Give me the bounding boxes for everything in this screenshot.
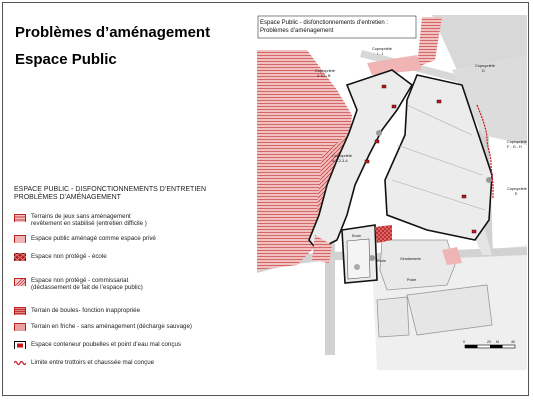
label-poste: Poste [407, 278, 417, 282]
label-copro-a10b: Copropriété [315, 69, 335, 73]
legend-heading [14, 186, 206, 202]
zone-school-unprotected [375, 225, 392, 243]
label-copro-e: Copropriété [507, 187, 527, 191]
label-copro-fgh-2: F - G - H [507, 145, 522, 149]
label-copro-d: Copropriété [475, 64, 495, 68]
legend-heading-line1: ESPACE PUBLIC - DISFONCTIONNEMENTS D’ENTRETIEN [14, 186, 207, 193]
dense-hatch-swatch-icon [14, 307, 26, 315]
site-map [257, 15, 527, 385]
legend-item-label: Espace non protégé - école [31, 253, 107, 260]
pink-swatch-icon [14, 235, 26, 243]
scale-label-m: M [496, 340, 499, 344]
scale-label-0: 0 [463, 340, 465, 344]
label-ecole-small: Ecole [352, 234, 361, 238]
legend-item-label: Espace public aménagé comme espace privé [31, 235, 156, 242]
label-copro-e-2: E [515, 192, 518, 196]
legend-item-label: Terrains de jeux sans aménagement [31, 213, 131, 220]
hatch-red-swatch-icon [14, 214, 26, 222]
legend-item-label-2: revêtement en stabilisé (entretien difficile ) [31, 220, 147, 227]
scale-label-20: 20 [487, 340, 491, 344]
label-ecole: Ecole [377, 259, 386, 263]
legend-item-label: Espace conteneur poubelles et point d’eau mal conçus [31, 341, 181, 348]
label-copro-a1234-2: A 1-2-3-4 [332, 159, 348, 163]
label-copro-d-2: D [482, 69, 485, 73]
label-copro-fgh: Copropriété [507, 140, 527, 144]
label-gendarmerie: Gendarmerie [400, 257, 421, 261]
label-copro-ij-2: I - J [377, 52, 384, 56]
map-header-line1: Espace Public - disfonctionnements d’entretien : [260, 20, 389, 26]
pale-swatch-icon [14, 323, 26, 331]
label-copro-ij: Copropriété [372, 47, 392, 51]
scale-label-40: 40 [511, 340, 515, 344]
legend-item-label: Espace non protégé - commissariat [31, 277, 129, 284]
crosshatch-swatch-icon [14, 253, 26, 261]
label-copro-a10b-2: A 10 - B [317, 74, 331, 78]
legend-item-label: Limite entre trottoirs et chaussée mal conçue [31, 359, 155, 366]
wavy-line-swatch-icon [14, 360, 26, 368]
container-swatch-icon [14, 341, 26, 349]
label-copro-a1234: Copropriété [332, 154, 352, 158]
page-title: Problèmes d’aménagement [15, 24, 211, 41]
diagonal-hatch-swatch-icon [14, 278, 26, 286]
map-header-line2: Problèmes d’aménagement [260, 28, 334, 34]
legend-item-label: Terrain de boules- fonction inappropriée [31, 307, 141, 314]
page-subtitle: Espace Public [15, 51, 117, 68]
legend-heading-line2: PROBLÈMES D’AMÉNAGEMENT [14, 194, 121, 201]
legend-item-label-2: (déclassement de fait de l’espace public) [31, 284, 143, 291]
legend-item-label: Terrain en friche - sans aménagement (décharge sauvage) [31, 323, 192, 330]
